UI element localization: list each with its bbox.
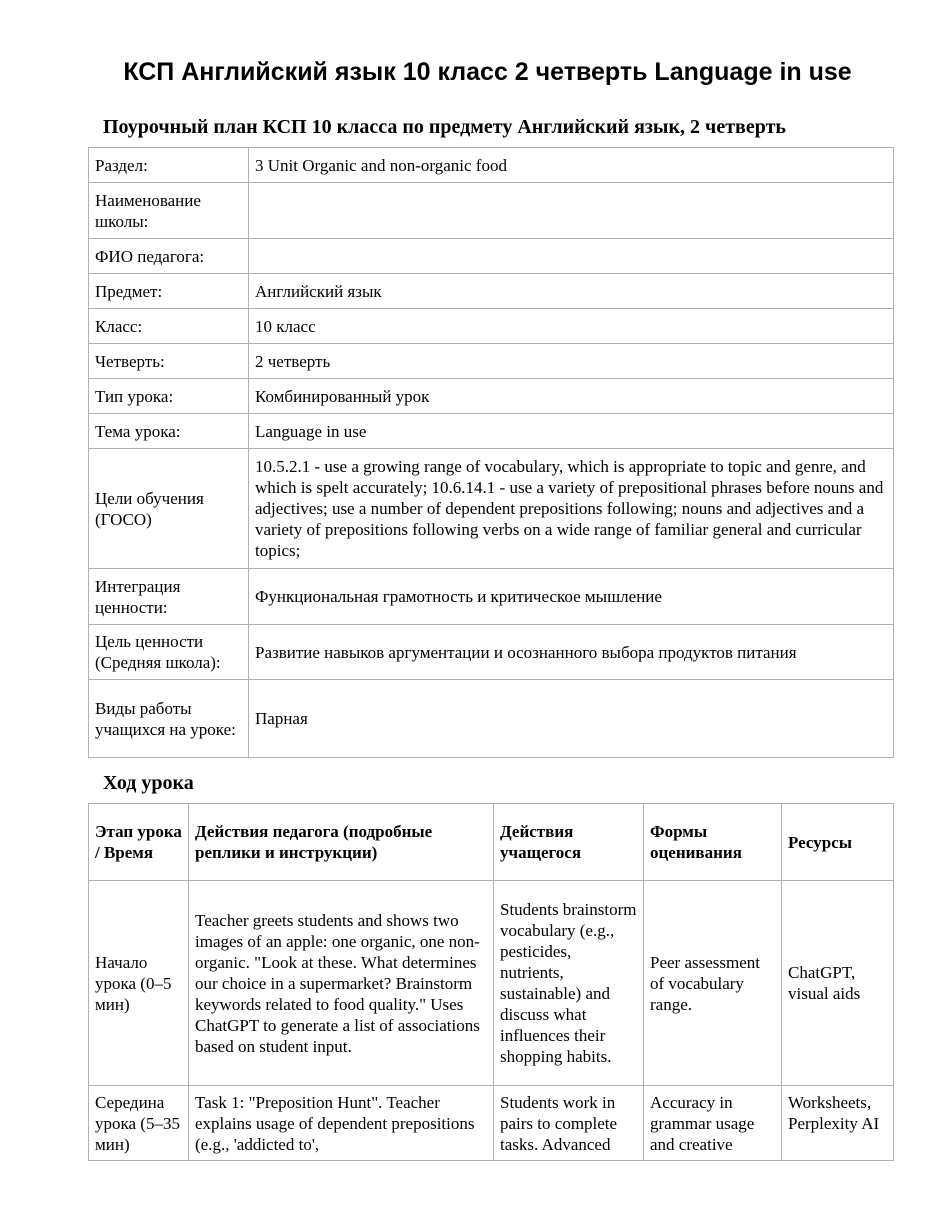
header-teacher-actions: Действия педагога (подробные реплики и инструкции) (189, 804, 494, 881)
resources-cell: Worksheets, Perplexity AI (782, 1086, 894, 1161)
lesson-info-table (88, 147, 894, 758)
info-label: Интеграция ценности: (89, 569, 249, 625)
info-row-topic (89, 414, 894, 449)
info-value: Парная (249, 680, 894, 758)
info-label: Класс: (89, 309, 249, 344)
info-label: Предмет: (89, 274, 249, 309)
info-row-school (89, 183, 894, 239)
info-label: Раздел: (89, 148, 249, 183)
info-row-objectives (89, 449, 894, 569)
stage-cell: Середина урока (5–35 мин) (89, 1086, 189, 1161)
lesson-heading: Ход урока (103, 772, 194, 794)
lesson-header-row (89, 804, 894, 881)
info-row-grade (89, 309, 894, 344)
assessment-cell: Peer assessment of vocabulary range. (644, 881, 782, 1086)
info-row-quarter (89, 344, 894, 379)
assessment-cell: Accuracy in grammar usage and creative (644, 1086, 782, 1161)
info-value: Language in use (249, 414, 894, 449)
info-value: 10.5.2.1 - use a growing range of vocabulary, which is appropriate to topic and genre, and which is spelt accurately; 10.6.14.1 - use a variety of prepositional phrases before nouns and adjectives; use a number of dependent prepositions following; nouns and adjectives and a variety of prepositions following verbs on a wide range of familiar general and curricular topics; (249, 449, 894, 569)
info-row-section (89, 148, 894, 183)
teacher-cell: Teacher greets students and shows two images of an apple: one organic, one non-organic. "Look at these. What determines our choice in a supermarket? Brainstorm keywords related to food quality." Uses ChatGPT to generate a list of associations based on student input. (189, 881, 494, 1086)
info-label: ФИО педагога: (89, 239, 249, 274)
info-row-lesson-type (89, 379, 894, 414)
info-value: 3 Unit Organic and non-organic food (249, 148, 894, 183)
info-label: Тип урока: (89, 379, 249, 414)
student-cell: Students work in pairs to complete tasks. Advanced (494, 1086, 644, 1161)
header-stage: Этап урока / Время (89, 804, 189, 881)
info-row-subject (89, 274, 894, 309)
student-cell: Students brainstorm vocabulary (e.g., pesticides, nutrients, sustainable) and discuss what influences their shopping habits. (494, 881, 644, 1086)
lesson-flow-table (88, 803, 894, 1161)
info-value: Комбинированный урок (249, 379, 894, 414)
header-student-actions: Действия учащегося (494, 804, 644, 881)
info-label: Цель ценности (Средняя школа): (89, 625, 249, 680)
table-row (89, 1086, 894, 1161)
info-label: Тема урока: (89, 414, 249, 449)
info-value: Функциональная грамотность и критическое мышление (249, 569, 894, 625)
info-label: Виды работы учащихся на уроке: (89, 680, 249, 758)
header-resources: Ресурсы (782, 804, 894, 881)
info-label: Цели обучения (ГОСО) (89, 449, 249, 569)
info-label: Четверть: (89, 344, 249, 379)
info-value: 10 класс (249, 309, 894, 344)
stage-cell: Начало урока (0–5 мин) (89, 881, 189, 1086)
info-value: Развитие навыков аргументации и осознанного выбора продуктов питания (249, 625, 894, 680)
plan-heading: Поурочный план КСП 10 класса по предмету Английский язык, 2 четверть (103, 116, 786, 138)
page-title: КСП Английский язык 10 класс 2 четверть Language in use (123, 58, 852, 86)
info-value: 2 четверть (249, 344, 894, 379)
info-row-value-goal (89, 625, 894, 680)
info-row-value-integration (89, 569, 894, 625)
info-row-teacher (89, 239, 894, 274)
info-value (249, 239, 894, 274)
info-label: Наименование школы: (89, 183, 249, 239)
table-row (89, 881, 894, 1086)
resources-cell: ChatGPT, visual aids (782, 881, 894, 1086)
info-value (249, 183, 894, 239)
teacher-cell: Task 1: "Preposition Hunt". Teacher explains usage of dependent prepositions (e.g., 'addicted to', (189, 1086, 494, 1161)
info-row-work-types (89, 680, 894, 758)
info-value: Английский язык (249, 274, 894, 309)
header-assessment: Формы оценивания (644, 804, 782, 881)
